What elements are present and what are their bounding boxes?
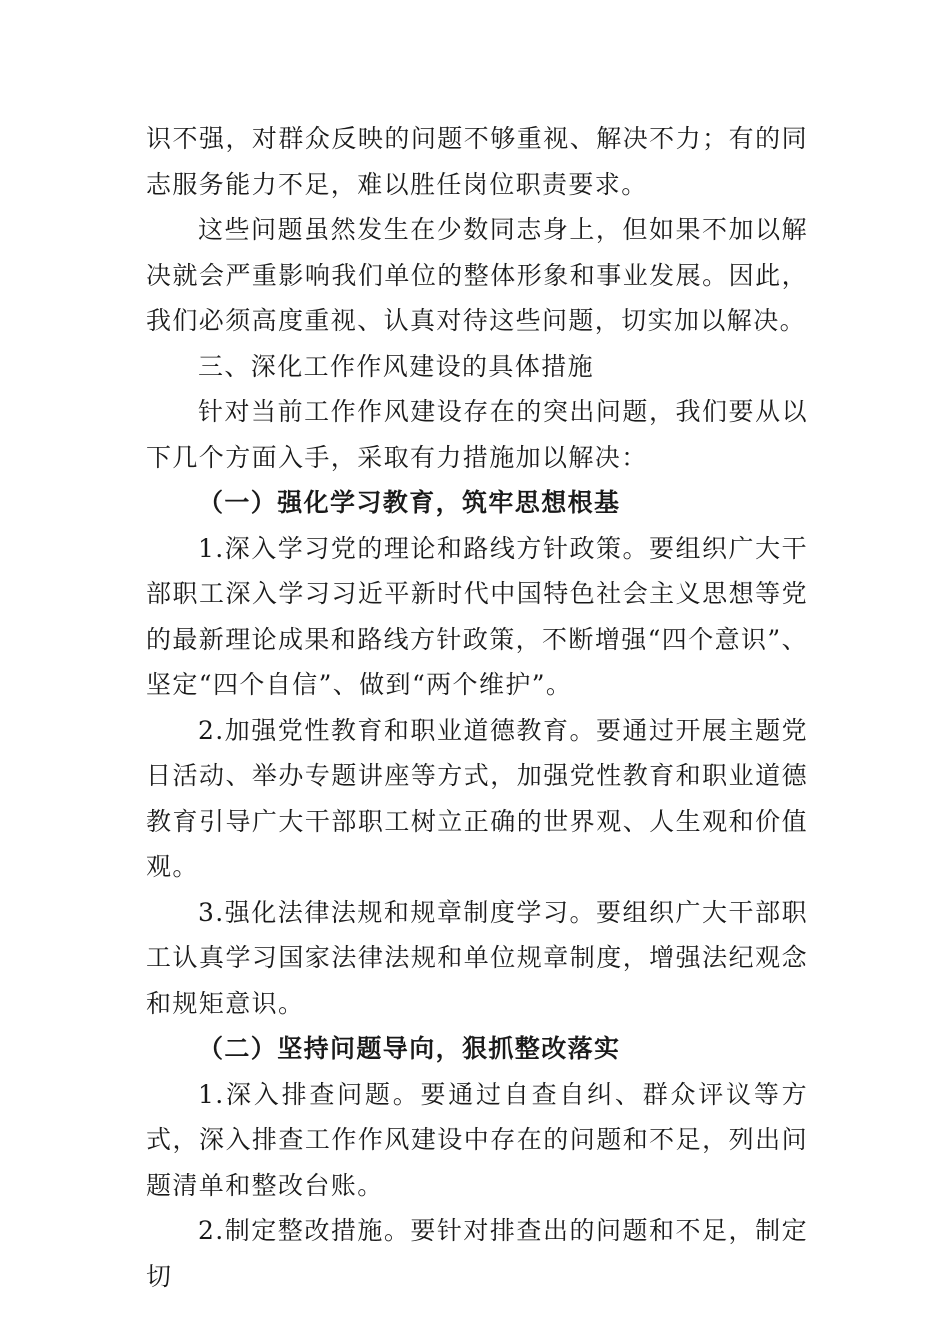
subsection-heading-two: （二）坚持问题导向，狠抓整改落实 [198, 1034, 621, 1063]
subsection-heading-one: （一）强化学习教育，筑牢思想根基 [198, 488, 621, 517]
item-party-ethics-education: 2.加强党性教育和职业道德教育。要通过开展主题党日活动、举办专题讲座等方式，加强党性教育和职业道德教育引导广大干部职工树立正确的世界观、人生观和价值观。 [146, 715, 808, 881]
paragraph-continuation: 识不强，对群众反映的问题不够重视、解决不力；有的同志服务能力不足，难以胜任岗位职责要求。 [146, 124, 808, 199]
item-law-regulation-study: 3.强化法律法规和规章制度学习。要组织广大干部职工认真学习国家法律法规和单位规章制度，增强法纪观念和规矩意识。 [146, 897, 808, 1018]
paragraph-section-intro: 针对当前工作作风建设存在的突出问题，我们要从以下几个方面入手，采取有力措施加以解决： [146, 397, 808, 472]
item-rectification-measures: 2.制定整改措施。要针对排查出的问题和不足，制定切 [146, 1216, 808, 1291]
document-page [146, 116, 808, 1299]
item-study-theory: 1.深入学习党的理论和路线方针政策。要组织广大干部职工深入学习习近平新时代中国特色社会主义思想等党的最新理论成果和路线方针政策，不断增强“四个意识”、坚定“四个自信”、做到“两个维护”。 [146, 533, 808, 699]
item-investigate-problems: 1.深入排查问题。要通过自查自纠、群众评议等方式，深入排查工作作风建设中存在的问题和不足，列出问题清单和整改台账。 [146, 1079, 808, 1200]
paragraph-problem-impact: 这些问题虽然发生在少数同志身上，但如果不加以解决就会严重影响我们单位的整体形象和事业发展。因此，我们必须高度重视、认真对待这些问题，切实加以解决。 [146, 215, 808, 335]
section-heading-three: 三、深化工作作风建设的具体措施 [198, 351, 595, 381]
